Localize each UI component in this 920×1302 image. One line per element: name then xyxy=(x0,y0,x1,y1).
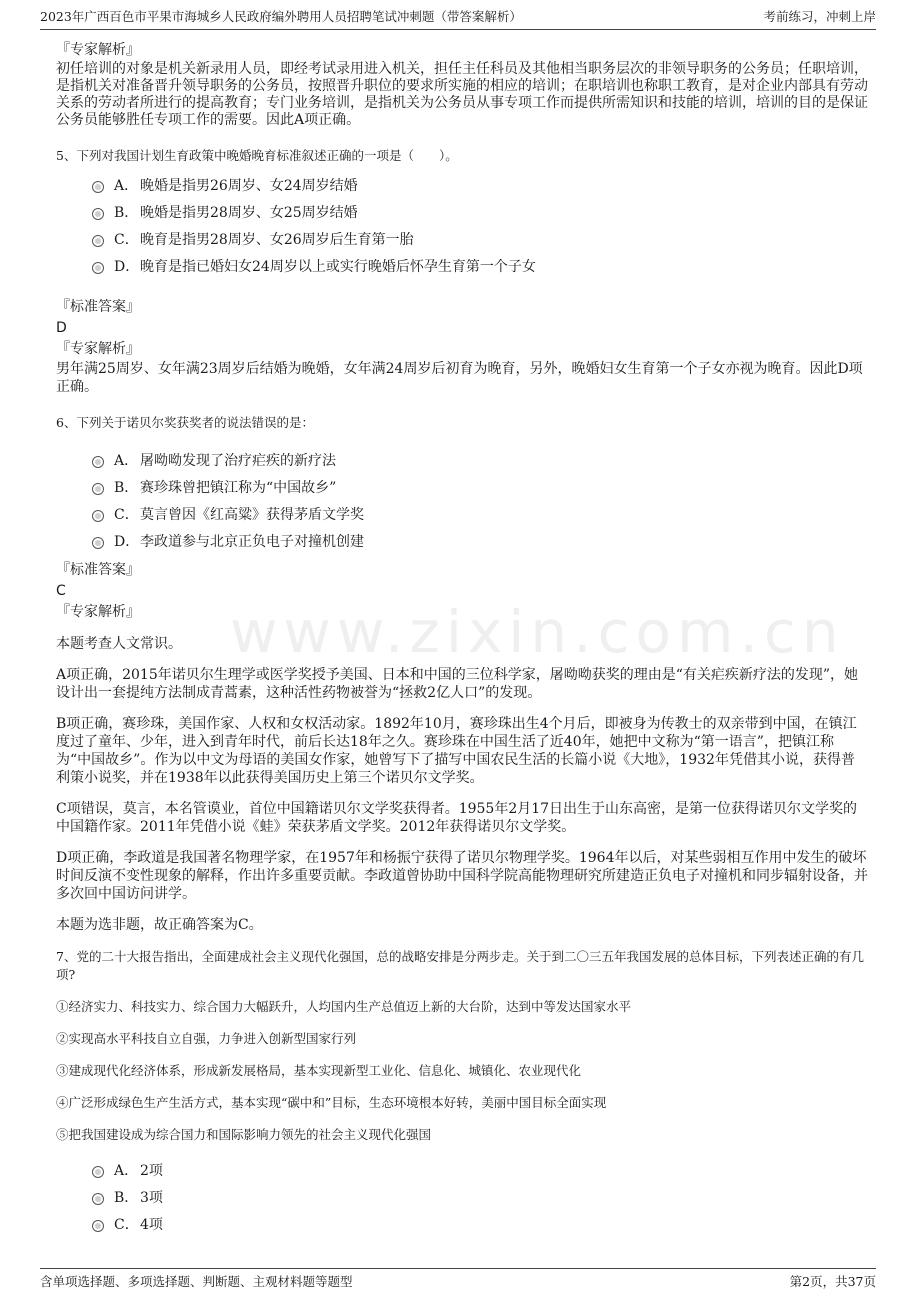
radio-icon[interactable] xyxy=(92,483,104,495)
q5-option-d[interactable]: D． 晚育是指已婚妇女24周岁以上或实行晚婚后怀孕生育第一个子女 xyxy=(56,252,868,279)
page-footer xyxy=(40,1268,876,1292)
q5-analysis-label: 『专家解析』 xyxy=(56,341,140,357)
radio-icon[interactable] xyxy=(92,537,104,549)
q5-analysis: 男年满25周岁、女年满23周岁后结婚为晚婚，女年满24周岁后初育为晚育，另外，晚婚妇女生育第一个子女亦视为晚育。因此D项正确。 xyxy=(56,361,863,395)
q7-statement-2: ②实现高水平科技自立自强，力争进入创新型国家行列 xyxy=(56,1031,357,1046)
q6-analysis-b: B项正确，赛珍珠，美国作家、人权和女权活动家。1892年10月，赛珍珠出生4个月后，即被身为传教士的双亲带到中国，在镇江度过了童年、少年，进入到青年时代，前后长达18年之久。赛珍珠在中国生活了近40年，她把中文称为“第一语言”，把镇江称为“中国故乡”。作为以中文为母语的美国女作家，她曾写下了描写中国农民生活的长篇小说《大地》，1932年凭借其小说，获得普利策小说奖，并在1938年以此获得美国历史上第三个诺贝尔文学奖。 xyxy=(56,716,857,786)
q6-answer: C xyxy=(56,583,66,599)
radio-icon[interactable] xyxy=(92,262,104,274)
radio-icon[interactable] xyxy=(92,1193,104,1205)
q7-statement-3: ③建成现代化经济体系，形成新发展格局，基本实现新型工业化、信息化、城镇化、农业现代化 xyxy=(56,1063,582,1078)
radio-icon[interactable] xyxy=(92,1166,104,1178)
q5-answer-label: 『标准答案』 xyxy=(56,299,140,315)
q5-answer: D xyxy=(56,320,67,336)
q7-statement-5: ⑤把我国建设成为综合国力和国际影响力领先的社会主义现代化强国 xyxy=(56,1127,432,1142)
document-title: 2023年广西百色市平果市海城乡人民政府编外聘用人员招聘笔试冲刺题（带答案解析） xyxy=(40,9,522,24)
question-5: 5、下列对我国计划生育政策中晚婚晚育标准叙述正确的一项是（ ）。 xyxy=(56,148,458,163)
q5-option-b[interactable]: B． 晚婚是指男28周岁、女25周岁结婚 xyxy=(56,198,868,225)
q7-statement-4: ④广泛形成绿色生产生活方式，基本实现“碳中和”目标，生态环境根本好转，美丽中国目标全面实现 xyxy=(56,1095,607,1110)
prev-analysis-label: 『专家解析』 xyxy=(56,42,140,58)
q7-option-a[interactable]: A． 2项 xyxy=(56,1156,868,1183)
q7-option-c[interactable]: C． 4项 xyxy=(56,1210,868,1237)
q7-statement-1: ①经济实力、科技实力、综合国力大幅跃升，人均国内生产总值迈上新的大台阶，达到中等发达国家水平 xyxy=(56,999,632,1014)
q6-analysis-d: D项正确，李政道是我国著名物理学家，在1957年和杨振宁获得了诺贝尔物理学奖。1964年以后，对某些弱相互作用中发生的破坏时间反演不变性现象的解释，作出许多重要贡献。李政道曾协助中国科学院高能物理研究所建造正负电子对撞机和同步辐射设备，并多次回中国访问讲学。 xyxy=(56,850,868,902)
q6-option-a[interactable]: A． 屠呦呦发现了治疗疟疾的新疗法 xyxy=(56,446,868,473)
page-number: 第2页，共37页 xyxy=(789,1274,876,1289)
radio-icon[interactable] xyxy=(92,208,104,220)
q6-analysis-label: 『专家解析』 xyxy=(56,604,140,620)
radio-icon[interactable] xyxy=(92,235,104,247)
radio-icon[interactable] xyxy=(92,510,104,522)
q6-answer-label: 『标准答案』 xyxy=(56,562,140,578)
radio-icon[interactable] xyxy=(92,181,104,193)
q6-option-c[interactable]: C． 莫言曾因《红高粱》获得茅盾文学奖 xyxy=(56,500,868,527)
q6-option-b[interactable]: B． 赛珍珠曾把镇江称为“中国故乡” xyxy=(56,473,868,500)
q6-option-d[interactable]: D． 李政道参与北京正负电子对撞机创建 xyxy=(56,527,868,554)
question-7: 7、党的二十大报告指出，全面建成社会主义现代化强国，总的战略安排是分两步走。关于到二〇三五年我国发展的总体目标，下列表述正确的有几项? xyxy=(56,949,864,982)
q6-conclusion: 本题为选非题，故正确答案为C。 xyxy=(56,917,263,933)
q7-option-b[interactable]: B． 3项 xyxy=(56,1183,868,1210)
question-6: 6、下列关于诺贝尔奖获奖者的说法错误的是： xyxy=(56,415,314,430)
watermark: www.zixin.com.cn xyxy=(230,598,845,666)
q5-option-a[interactable]: A． 晚婚是指男26周岁、女24周岁结婚 xyxy=(56,171,868,198)
q6-analysis-intro: 本题考查人文常识。 xyxy=(56,636,182,652)
page-header xyxy=(40,6,876,30)
q6-analysis-c: C项错误，莫言，本名管谟业，首位中国籍诺贝尔文学奖获得者。1955年2月17日出生于山东高密，是第一位获得诺贝尔文学奖的中国籍作家。2011年凭借小说《蛙》荣获茅盾文学奖。2012年获得诺贝尔文学奖。 xyxy=(56,801,858,835)
question-types: 含单项选择题、多项选择题、判断题、主观材料题等题型 xyxy=(40,1274,353,1289)
prev-analysis-text: 初任培训的对象是机关新录用人员，即经考试录用进入机关，担任主任科员及其他相当职务层次的非领导职务的公务员；任职培训，是指机关对准备晋升领导职务的公务员，按照晋升职位的要求所实施的相应的培训；在职培训也称职工教育，是对企业内部具有劳动关系的劳动者所进行的提高教育；专门业务培训，是指机关为公务员从事专项工作而提供所需知识和技能的培训，培训的目的是保证公务员能够胜任专项工作的需要。因此A项正确。 xyxy=(56,61,868,128)
q5-option-c[interactable]: C． 晚育是指男28周岁、女26周岁后生育第一胎 xyxy=(56,225,868,252)
radio-icon[interactable] xyxy=(92,1220,104,1232)
header-slogan: 考前练习，冲刺上岸 xyxy=(763,9,876,24)
page-content xyxy=(56,40,868,1237)
q6-analysis-a: A项正确，2015年诺贝尔生理学或医学奖授予美国、日本和中国的三位科学家，屠呦呦获奖的理由是“有关疟疾新疗法的发现”，她设计出一套提纯方法制成青蒿素，这种活性药物被誉为“拯救2亿人口”的发现。 xyxy=(56,667,859,701)
radio-icon[interactable] xyxy=(92,456,104,468)
